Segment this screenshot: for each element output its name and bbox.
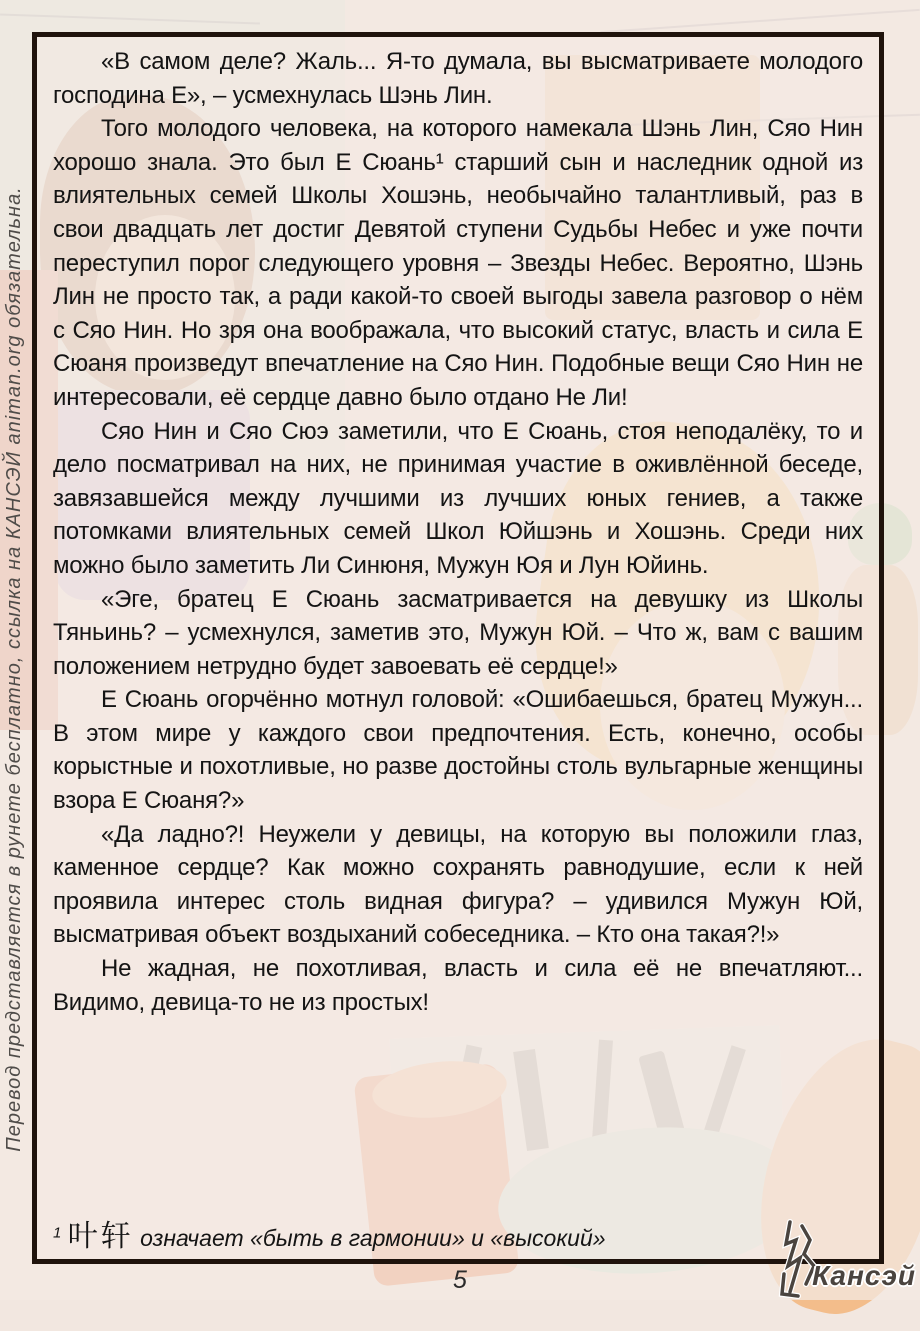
story-paragraph: Е Сюань огорчённо мотнул головой: «Ошибаешься, братец Мужун... В этом мире у каждого свои предпочтения. Есть, конечно, особы корыстные и похотливые, но разве достойны столь вульгарные женщины взора Е Сюаня?» <box>53 686 863 815</box>
story-paragraph: Того молодого человека, на которого намекала Шэнь Лин, Сяо Нин хорошо знала. Это был Е Сюань¹ старший сын и наследник одной из влиятельных семей Школы Хошэнь, необычайно талантливый, раз в свои двадцать лет достиг Девятой ступени Судьбы Небес и уже почти переступил порог следующего уровня – Звезды Небес. Вероятно, Шэнь Лин не просто так, а ради какой-то своей выгоды завела разговор о нём с Сяо Нин. Но зря она воображала, что высокий статус, власть и сила Е Сюаня произведут впечатление на Сяо Нин. Подобные вещи Сяо Нин не интересовали, её сердце давно было отдано Не Ли! <box>53 115 863 411</box>
story-paragraph: Не жадная, не похотливая, власть и сила её не впечатляют... Видимо, девица-то не из простых! <box>53 955 863 1016</box>
story-paragraph: «Да ладно?! Неужели у девицы, на которую вы положили глаз, каменное сердце? Как можно сохранять равнодушие, если к ней проявила интерес столь видная фигура? – удивился Мужун Юй, высматривая объект воздыханий собеседника. – Кто она такая?!» <box>53 820 863 949</box>
footnote-marker: 1 <box>53 1224 62 1242</box>
text-frame <box>32 32 884 1264</box>
footnote-line <box>53 1211 606 1255</box>
page-number: 5 <box>453 1266 467 1294</box>
story-paragraph: «Эге, братец Е Сюань засматривается на девушку из Школы Тяньинь? – усмехнулся, заметив это, Мужун Юй. – Что ж, вам с вашим положением нетрудно будет завоевать её сердце!» <box>53 585 863 680</box>
kansei-logo <box>776 1214 916 1300</box>
footnote <box>53 1211 863 1255</box>
story-paragraph: Сяо Нин и Сяо Сюэ заметили, что Е Сюань, стоя неподалёку, то и дело посматривал на них, не принимая участие в оживлённой беседе, завязавшейся между лучшими из лучших юных гениев, а также потомками влиятельных семей Школ Юйшэнь и Хошэнь. Среди них можно было заметить Ли Синюня, Мужун Юя и Лун Юйинь. <box>53 417 863 579</box>
logo-text: Кансэй <box>812 1260 916 1291</box>
footnote-text: означает «быть в гармонии» и «высокий» <box>140 1225 606 1251</box>
story-text <box>37 37 879 1259</box>
translation-credit-note: Перевод представляется в рунете бесплатно, ссылка на КАНСЭЙ animan.org обязательна. <box>3 186 25 1152</box>
footnote-hanzi: 叶轩 <box>67 1220 134 1253</box>
story-paragraph: «В самом деле? Жаль... Я-то думала, вы высматриваете молодого господина Е», – усмехнулась Шэнь Лин. <box>53 48 863 109</box>
